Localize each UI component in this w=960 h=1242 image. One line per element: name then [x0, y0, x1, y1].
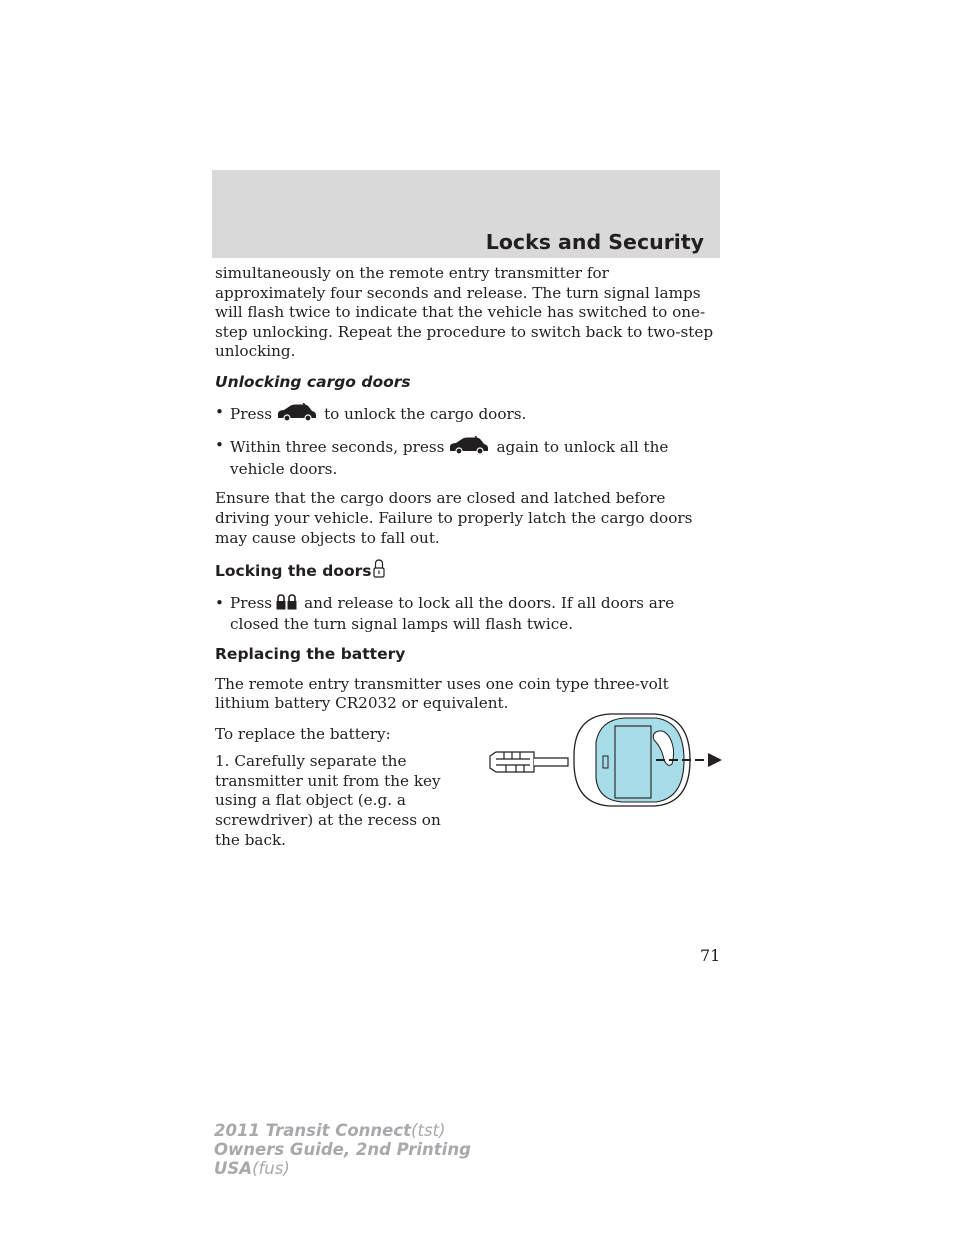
battery-heading: Replacing the battery — [215, 644, 406, 663]
footer-line-3: USA(fus) — [214, 1159, 290, 1178]
battery-step-1: 1. Carefully separate the transmitter unit from the key using a flat object (e.g. a screwdriver) at the recess on the back. — [215, 752, 441, 849]
bullet-dot: • — [215, 593, 224, 612]
cargo-bullet-2-post: again to unlock all the vehicle doors. — [230, 438, 669, 478]
cargo-bullet-2-pre: Within three seconds, press — [230, 438, 445, 457]
page-number: 71 — [700, 946, 721, 965]
section-title: Locks and Security — [485, 230, 704, 254]
battery-paragraph: The remote entry transmitter uses one coin type three-volt lithium battery CR2032 or equivalent. — [215, 674, 669, 713]
padlock-icon — [373, 559, 385, 584]
separation-arrow-head — [708, 753, 722, 767]
cargo-heading: Unlocking cargo doors — [215, 372, 411, 391]
cargo-bullet-2 — [215, 436, 720, 479]
van-rear-icon — [448, 436, 490, 460]
footer — [214, 1121, 471, 1178]
battery-compartment — [615, 726, 651, 798]
key-transmitter-illustration — [484, 712, 724, 842]
bullet-dot: • — [215, 402, 224, 421]
cargo-bullet-1-pre: Press — [230, 404, 273, 423]
cargo-bullet-1-post: to unlock the cargo doors. — [324, 404, 527, 423]
van-rear-icon — [276, 403, 318, 427]
locking-bullet-pre: Press — [230, 593, 273, 612]
cargo-bullet-1 — [215, 403, 720, 427]
lock-button-icon — [276, 594, 298, 616]
locking-heading — [215, 559, 720, 584]
bullet-dot: • — [215, 436, 224, 455]
battery-intro: To replace the battery: — [215, 724, 391, 743]
ensure-paragraph: Ensure that the cargo doors are closed and latched before driving your vehicle. Failure to properly latch the cargo doors may cause objects to fall out. — [215, 489, 693, 547]
section-header-band — [212, 170, 720, 258]
key-blade — [490, 752, 568, 772]
locking-bullet-post: and release to lock all the doors. If all doors are closed the turn signal lamps will flash twice. — [230, 593, 675, 634]
footer-line-1: 2011 Transit Connect(tst) — [214, 1121, 446, 1140]
locking-bullet — [215, 594, 720, 635]
locking-heading-text: Locking the doors — [215, 562, 372, 581]
intro-paragraph: simultaneously on the remote entry transmitter for approximately four seconds and release. The turn signal lamps will flash twice to indicate that the vehicle has switched to one-step unlocking. Repeat the procedure to switch back to two-step unlocking. — [215, 264, 714, 361]
footer-line-2: Owners Guide, 2nd Printing — [214, 1140, 471, 1159]
